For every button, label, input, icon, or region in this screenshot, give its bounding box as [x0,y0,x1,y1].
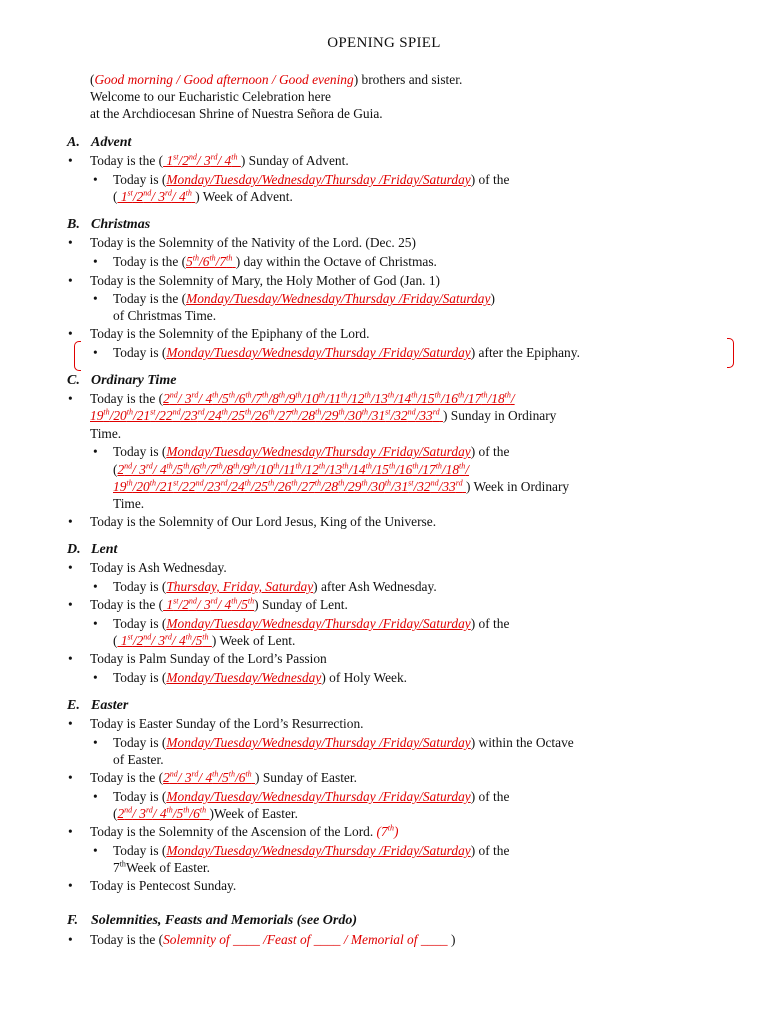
easter-octave-item: • Today is (Monday/Tuesday/Wednesday/Thursday /Friday/Saturday) within the Octave [113,734,574,751]
lent-ash-wednesday-item: • Today is Ash Wednesday. [90,559,227,576]
advent-weekday-item: • Today is (Monday/Tuesday/Wednesday/Thursday /Friday/Saturday) of the [113,171,509,188]
christmas-time-weekday-item: • Today is the (Monday/Tuesday/Wednesday/Thursday /Friday/Saturday) [113,290,495,307]
lent-weekday-item: • Today is (Monday/Tuesday/Wednesday/Thursday /Friday/Saturday) of the [113,615,509,632]
ordinary-weekday-cont3: Time. [113,496,145,511]
intro-shrine: at the Archdiocesan Shrine of Nuestra Señora de Guia. [90,106,383,122]
ordinary-weekday-item: • Today is (Monday/Tuesday/Wednesday/Thursday /Friday/Saturday) of the [113,443,509,460]
christmas-nativity-item: • Today is the Solemnity of the Nativity of the Lord. (Dec. 25) [90,234,416,251]
solemnities-item: • Today is the (Solemnity of ____ /Feast of ____ / Memorial of ____ ) [90,931,455,948]
page-title: OPENING SPIEL [327,35,441,51]
easter-pentecost-item: • Today is Pentecost Sunday. [90,877,236,894]
lent-holy-week-item: • Today is (Monday/Tuesday/Wednesday) of Holy Week. [113,669,407,686]
christmas-mary-item: • Today is the Solemnity of Mary, the Holy Mother of God (Jan. 1) [90,272,440,289]
easter-ascension-weekday-item: • Today is (Monday/Tuesday/Wednesday/Thursday /Friday/Saturday) of the [113,842,509,859]
section-heading-ordinary-time: C. Ordinary Time [67,373,177,388]
christmas-epiphany-weekday-item: • Today is (Monday/Tuesday/Wednesday/Thursday /Friday/Saturday) after the Epiphany. [113,344,580,361]
left-bracket-mark [74,341,81,371]
lent-palm-sunday-item: • Today is Palm Sunday of the Lord’s Passion [90,650,327,667]
easter-ascension-item: • Today is the Solemnity of the Ascension of the Lord. (7th) [90,823,398,840]
section-heading-solemnities: F. Solemnities, Feasts and Memorials (see Ordo) [67,913,358,928]
ordinary-sunday-cont2: Time. [90,426,122,441]
ordinary-sunday-cont: 19th/20th/21st/22nd/23rd/24th/25th/26th/27th/28th/29th/30th/31st/32nd/33rd ) Sunday in Ordinary [90,407,557,423]
ascension-week-note: (7th) [376,823,399,839]
greeting-options: Good morning / Good afternoon / Good evening [94,72,354,87]
ordinary-christ-king-item: • Today is the Solemnity of Our Lord Jesus, King of the Universe. [90,513,436,530]
lent-weekday-cont: ( 1st/2nd/ 3rd/ 4th/5th ) Week of Lent. [113,632,296,648]
lent-sunday-item: • Today is the ( 1st/2nd/ 3rd/ 4th/5th) Sunday of Lent. [90,596,348,613]
section-heading-lent: D. Lent [67,542,118,557]
easter-ascension-weekday-cont: 7thWeek of Easter. [113,859,211,875]
christmas-epiphany-item: • Today is the Solemnity of the Epiphany of the Lord. [90,325,369,342]
intro-greeting: (Good morning / Good afternoon / Good evening) brothers and sister. [90,72,463,87]
christmas-octave-item: • Today is the (5th/6th/7th ) day within the Octave of Christmas. [113,253,437,270]
ordinary-weekday-cont2: 19th/20th/21st/22nd/23rd/24th/25th/26th/27th/28th/29th/30th/31st/32nd/33rd ) Week in Ordinary [113,478,570,494]
advent-weekday-cont: ( 1st/2nd/ 3rd/ 4th ) Week of Advent. [113,188,293,204]
ordinary-sunday-item: • Today is the (2nd/ 3rd/ 4th/5th/6th/7th/8th/9th/10th/11th/12th/13th/14th/15th/16th/17th/18th/ [90,390,515,407]
section-heading-easter: E. Easter [67,698,129,713]
christmas-time-cont: of Christmas Time. [113,308,217,323]
easter-sunday-item: • Today is Easter Sunday of the Lord’s Resurrection. [90,715,364,732]
lent-after-ash-item: • Today is (Thursday, Friday, Saturday) after Ash Wednesday. [113,578,437,595]
easter-octave-cont: of Easter. [113,752,164,767]
easter-weekday-item: • Today is (Monday/Tuesday/Wednesday/Thursday /Friday/Saturday) of the [113,788,509,805]
easter-sundays-item: • Today is the (2nd/ 3rd/ 4th/5th/6th ) Sunday of Easter. [90,769,357,786]
right-bracket-mark [727,338,734,368]
intro-paragraph [90,71,462,123]
section-heading-christmas: B. Christmas [67,217,151,232]
section-heading-advent: A. Advent [67,135,132,150]
ordinary-weekday-cont: (2nd/ 3rd/ 4th/5th/6th/7th/8th/9th/10th/11th/12th/13th/14th/15th/16th/17th/18th/ [113,461,470,477]
advent-sunday-item: • Today is the ( 1st/2nd/ 3rd/ 4th ) Sunday of Advent. [90,152,349,169]
easter-weekday-cont: (2nd/ 3rd/ 4th/5th/6th )Week of Easter. [113,805,298,821]
intro-welcome: Welcome to our Eucharistic Celebration here [90,89,331,105]
